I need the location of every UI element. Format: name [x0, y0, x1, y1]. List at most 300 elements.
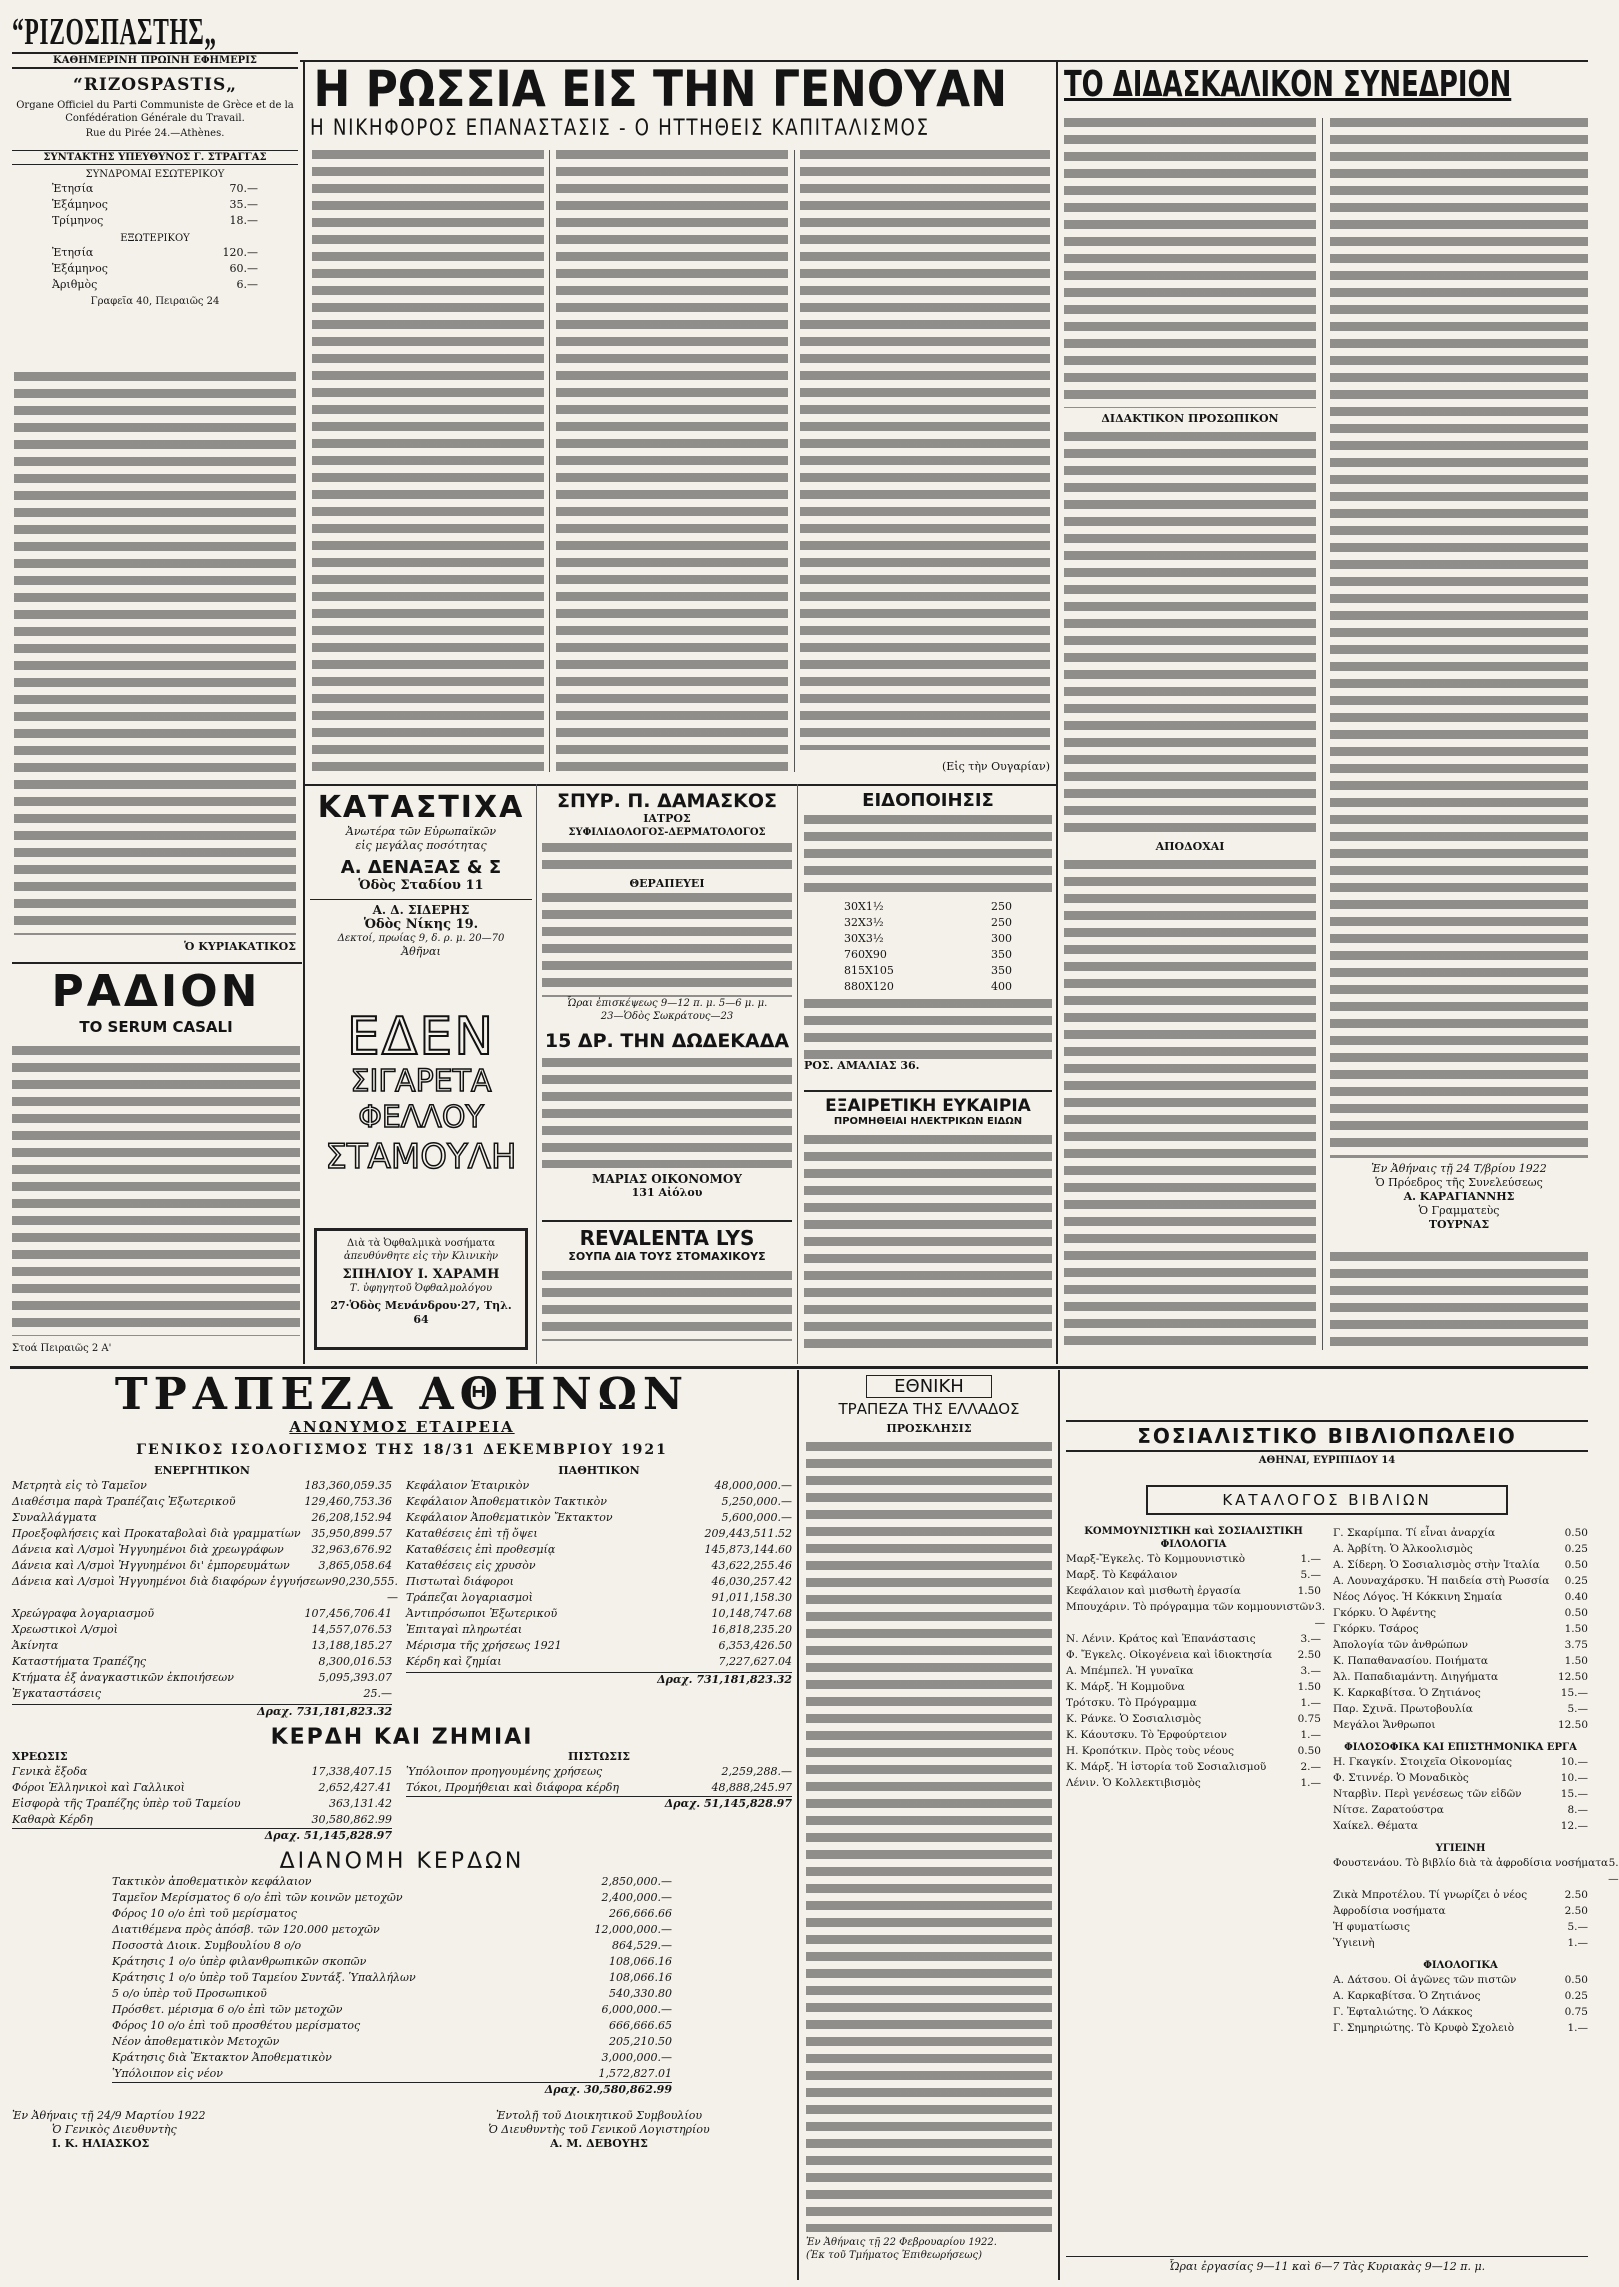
bank-section: [12, 1369, 792, 2277]
book-row-label: Ζικὰ Μπροτέλου. Τί γνωρίζει ὁ νέος: [1333, 1889, 1528, 1901]
book-row-value: 5.—: [1567, 1921, 1588, 1933]
ad-eden-brand-2: ΣΙΓΑΡΕΤΑ: [350, 1064, 492, 1099]
ad-damaskos-title: ΣΠΥΡ. Π. ΔΑΜΑΣΚΟΣ: [557, 790, 777, 812]
right-article-col-1b: [1064, 432, 1316, 832]
book-row: [1066, 1679, 1321, 1695]
liability-row: [406, 1494, 792, 1510]
ad-revalenta: [542, 1220, 792, 1356]
ad-radion: [12, 968, 300, 1360]
liability-row-label: Καταθέσεις εἰς χρυσὸν: [406, 1559, 536, 1572]
asset-row-label: Ἐγκαταστάσεις: [12, 1687, 102, 1700]
right-article-col-2: [1330, 118, 1588, 1158]
book-row: [1333, 2004, 1588, 2020]
book-row-label: Παρ. Σχινᾶ. Πρωτοβουλία: [1333, 1703, 1473, 1715]
price-row-value: 350: [991, 948, 1012, 961]
distribution-row-value: 2,850,000.—: [601, 1875, 672, 1888]
ad-exair-subtitle: ΠΡΟΜΗΘΕΙΑΙ ΗΛΕΚΤΡΙΚΩΝ ΕΙΔΩΝ: [833, 1116, 1023, 1127]
asset-row: [12, 1654, 392, 1670]
book-row-value: 0.50: [1297, 1745, 1321, 1757]
liability-row: [406, 1606, 792, 1622]
bookshop: [1066, 1420, 1619, 2280]
book-row: [1066, 1743, 1321, 1759]
ad-15dr-shop-addr: 131 Αἰόλου: [631, 1186, 703, 1199]
book-row-value: 0.50: [1564, 1607, 1588, 1619]
price-row-value: 350: [991, 964, 1012, 977]
bank-board-signer: Α. Μ. ΔΕΒΟΥΗΣ: [550, 2137, 648, 2150]
distribution-row: [112, 2018, 672, 2034]
distribution-row-label: Ὑπόλοιπον εἰς νέον: [112, 2067, 223, 2080]
asset-row-value: 107,456,706.41: [304, 1607, 392, 1620]
asset-row: [12, 1606, 392, 1622]
liability-row: [406, 1478, 792, 1494]
liability-row-value: 209,443,511.52: [704, 1527, 792, 1540]
book-row: [1333, 1935, 1588, 1951]
book-row-value: 12.50: [1557, 1719, 1588, 1731]
book-row-label: Α. Λουναχάρσκυ. Ἡ παιδεία στὴ Ρωσσία: [1333, 1575, 1550, 1587]
book-row-value: 1.—: [1300, 1697, 1321, 1709]
asset-row-label: Συναλλάγματα: [12, 1511, 97, 1524]
ad-eye-line3: Τ. ὑφηγητοῦ Ὀφθαλμολόγου: [349, 1283, 493, 1294]
liability-row-label: Καταθέσεις ἐπὶ τῇ ὄψει: [406, 1527, 538, 1540]
right-article-col-1c: [1064, 860, 1316, 1350]
price-row-value: 300: [991, 932, 1012, 945]
debit-row: [12, 1812, 392, 1828]
national-bank-text: [806, 1442, 1052, 2232]
book-row-label: Χαίκελ. Θέματα: [1333, 1820, 1418, 1832]
bank-liabilities: [406, 1464, 792, 1719]
distribution-row: [112, 1906, 672, 1922]
subscription-row-label: Τρίμηνος: [52, 214, 104, 227]
book-row: [1333, 1786, 1588, 1802]
book-row: [1066, 1551, 1321, 1567]
distribution-row-label: Τακτικὸν ἀποθεματικὸν κεφάλαιον: [112, 1875, 312, 1888]
book-row: [1333, 1605, 1588, 1621]
right-signoff: [1330, 1162, 1588, 1232]
ad-revalenta-title: REVALENTA LYS: [579, 1226, 755, 1250]
ad-eye-line2: ἀπευθύνθητε εἰς τὴν Κλινικὴν: [343, 1251, 499, 1262]
book-row: [1333, 2020, 1588, 2036]
right-article-col-1: [1064, 118, 1316, 408]
asset-row: [12, 1574, 399, 1606]
price-row: [844, 947, 1012, 963]
national-bank-title: ΕΘΝΙΚΗ: [866, 1375, 992, 1398]
asset-row-label: Χρεώγραφα λογαριασμοῦ: [12, 1607, 155, 1620]
bank-assets-title: ΕΝΕΡΓΗΤΙΚΟΝ: [154, 1464, 250, 1477]
ad-revalenta-text: [542, 1271, 792, 1341]
debit-row-value: 30,580,862.99: [311, 1813, 392, 1826]
distribution-row-value: 1,572,827.01: [598, 2067, 672, 2080]
book-row-value: 10.—: [1560, 1772, 1588, 1784]
liability-row-label: Κεφάλαιον Ἀποθεματικὸν Τακτικὸν: [406, 1495, 607, 1508]
book-row-label: Μαρξ. Τὸ Κεφάλαιον: [1066, 1569, 1178, 1581]
asset-row-label: Ἀκίνητα: [12, 1639, 59, 1652]
liability-row-value: 145,873,144.60: [704, 1543, 792, 1556]
subscription-row-label: Ἀριθμὸς: [52, 278, 98, 291]
credit-row: [406, 1780, 792, 1796]
book-row-value: 0.25: [1564, 1543, 1588, 1555]
asset-row-label: Δάνεια καὶ Λ/σμοὶ Ἠγγυημένοι διὰ διαφόρων ἐγγυήσεων: [12, 1575, 332, 1588]
main-article-col-3: [800, 150, 1050, 750]
book-row-label: Νταρβὶν. Περὶ γενέσεως τῶν εἰδῶν: [1333, 1788, 1522, 1800]
distribution-row-value: 864,529.—: [612, 1939, 672, 1952]
price-row: [844, 931, 1012, 947]
book-row-label: Κεφάλαιον καὶ μισθωτὴ ἐργασία: [1066, 1585, 1241, 1597]
credit-row-label: Τόκοι, Προμήθειαι καὶ διάφορα κέρδη: [406, 1781, 619, 1794]
ad-katastixa-title: ΚΑΤΑΣΤΙΧΑ: [317, 790, 525, 825]
ad-notices: [804, 790, 1052, 1085]
asset-row-value: 5,095,393.07: [318, 1671, 392, 1684]
ad-katastixa-street3: Δεκτοί, πρωίας 9, δ. ρ. μ. 20—70: [337, 933, 505, 944]
book-row: [1066, 1631, 1321, 1647]
book-row: [1333, 1972, 1588, 1988]
bookshop-col-2: [1333, 1525, 1619, 2036]
book-row: [1333, 1525, 1588, 1541]
debit-row-label: Καθαρὰ Κέρδη: [12, 1813, 93, 1826]
bookshop-sec4-head: ΦΙΛΟΛΟΓΙΚΑ: [1423, 1960, 1498, 1971]
book-row-value: 0.50: [1564, 1559, 1588, 1571]
book-row: [1066, 1663, 1321, 1679]
bank-debit-total: Δραχ. 51,145,828.97: [12, 1828, 392, 1843]
subscription-row: [52, 213, 258, 229]
distribution-row-label: Ταμεῖον Μερίσματος 6 ο/ο ἐπὶ τῶν κοινῶν μετοχῶν: [112, 1891, 403, 1904]
book-row-value: 3.—: [1300, 1633, 1321, 1645]
liability-row-label: Τράπεζαι λογαριασμοὶ: [406, 1591, 533, 1604]
book-row-label: Ν. Λένιν. Κράτος καὶ Ἐπανάστασις: [1066, 1633, 1256, 1645]
distribution-row-label: Κράτησις 1 ο/ο ὑπὲρ φιλανθρωπικῶν σκοπῶν: [112, 1955, 367, 1968]
bookshop-col-1: [1066, 1525, 1326, 2036]
masthead-office: Γραφεῖα 40, Πειραιῶς 24: [90, 296, 220, 307]
book-row-value: 1.50: [1564, 1655, 1588, 1667]
book-row: [1333, 1637, 1588, 1653]
distribution-row-value: 666,666.65: [609, 2019, 672, 2032]
bank-dist-total: Δραχ. 30,580,862.99: [112, 2082, 672, 2097]
book-row-value: 5.—: [1300, 1569, 1321, 1581]
bank-balance-title: ΓΕΝΙΚΟΣ ΙΣΟΛΟΓΙΣΜΟΣ ΤΗΣ 18/31 ΔΕΚΕΜΒΡΙΟΥ 1921: [136, 1442, 668, 1458]
book-row-label: Ἡ φυματίωσις: [1333, 1921, 1411, 1933]
book-row: [1066, 1727, 1321, 1743]
liability-row-label: Ἀντιπρόσωποι Ἐξωτερικοῦ: [406, 1607, 558, 1620]
book-row-label: Ἀλ. Παπαδιαμάντη. Διηγήματα: [1333, 1671, 1499, 1683]
ad-katastixa-line2: εἰς μεγάλας ποσότητας: [355, 839, 487, 852]
distribution-row-label: Φόρος 10 ο/ο ἐπὶ τοῦ προσθέτου μερίσματος: [112, 2019, 361, 2032]
asset-row-label: Προεξοφλήσεις καὶ Προκαταβολαὶ διὰ γραμματίων: [12, 1527, 301, 1540]
subscription-row-label: Ἑξάμηνος: [52, 262, 108, 275]
subscription-row-value: 6.—: [236, 278, 258, 291]
bank-director: Ι. Κ. ΗΛΙΑΣΚΟΣ: [52, 2137, 150, 2150]
distribution-row: [112, 1970, 672, 1986]
bank-date-line: Ἐν Ἀθήναις τῇ 24/9 Μαρτίου 1922: [12, 2109, 206, 2122]
ad-eden-brand-4: ΣΤΑΜΟΥΛΗ: [325, 1137, 517, 1177]
distribution-row: [112, 1890, 672, 1906]
book-row-value: 5.—: [1567, 1703, 1588, 1715]
book-row-value: 1.—: [1300, 1553, 1321, 1565]
ad-15dr-text: [542, 1058, 792, 1168]
national-bank: [806, 1375, 1052, 2280]
subscription-row-label: Ἐτησία: [52, 246, 94, 259]
debit-row-value: 17,338,407.15: [311, 1765, 392, 1778]
book-row: [1333, 1855, 1619, 1887]
price-row-value: 400: [991, 980, 1012, 993]
distribution-row: [112, 2002, 672, 2018]
main-subhead-wrap: [310, 116, 1054, 141]
distribution-row: [112, 1986, 672, 2002]
distribution-row-label: Διατιθέμενα πρὸς ἀπόσβ. τῶν 120.000 μετοχῶν: [112, 1923, 380, 1936]
ad-radion-subtitle: ΤΟ SERUM CASALI: [79, 1018, 233, 1036]
ad-katastixa-name2: Α. Δ. ΣΙΔΕΡΗΣ: [310, 899, 532, 917]
book-row-label: Α. Μπέμπελ. Ἡ γυναῖκα: [1066, 1665, 1194, 1677]
credit-row-value: 2,259,288.—: [721, 1765, 792, 1778]
book-row-label: Α. Δάτσου. Οἱ ἀγῶνες τῶν πιστῶν: [1333, 1974, 1517, 1986]
distribution-row: [112, 1954, 672, 1970]
asset-row: [12, 1494, 392, 1510]
ad-damaskos-heading: ΘΕΡΑΠΕΥΕΙ: [629, 877, 705, 890]
ad-katastixa-city: Ἀθῆναι: [401, 945, 441, 958]
ad-eden-brand-1: ΕΔΕΝ: [346, 1007, 496, 1067]
book-row: [1066, 1599, 1326, 1631]
bookshop-sec3-head: ΥΓΙΕΙΝΗ: [1435, 1843, 1486, 1854]
liability-row: [406, 1558, 792, 1574]
book-row-value: 3.—: [1314, 1601, 1326, 1629]
book-row-value: 8.—: [1567, 1804, 1588, 1816]
liability-row-value: 48,000,000.—: [714, 1479, 792, 1492]
asset-row-value: 3,865,058.64: [318, 1559, 392, 1572]
ad-damaskos-address: 23—Ὁδὸς Σωκράτους—23: [600, 1011, 734, 1022]
book-row-label: Η. Κροπότκιν. Πρὸς τοὺς νέους: [1066, 1745, 1234, 1757]
book-row: [1333, 1887, 1588, 1903]
bank-assets: [12, 1464, 399, 1719]
liability-row: [406, 1590, 792, 1606]
book-row-label: Φ. Στιννέρ. Ὁ Μοναδικὸς: [1333, 1772, 1469, 1784]
liability-row-label: Πιστωταὶ διάφοροι: [406, 1575, 514, 1588]
asset-row: [12, 1478, 392, 1494]
ad-katastixa-company: Α. ΔΕΝΑΞΑΣ & Σ: [340, 857, 502, 878]
book-row-value: 15.—: [1560, 1788, 1588, 1800]
liability-row-value: 6,353,426.50: [718, 1639, 792, 1652]
book-row-value: 0.75: [1564, 2006, 1588, 2018]
price-row-label: 32Χ3½: [844, 916, 884, 929]
book-row-label: Α. Ἀρβίτη. Ὁ Ἀλκοολισμὸς: [1333, 1543, 1473, 1555]
distribution-row-label: Πρόσθετ. μέρισμα 6 ο/ο ἐπὶ τῶν μετοχῶν: [112, 2003, 343, 2016]
book-row: [1333, 1988, 1588, 2004]
bookshop-title: ΣΟΣΙΑΛΙΣΤΙΚΟ ΒΙΒΛΙΟΠΩΛΕΙΟ: [1066, 1420, 1588, 1452]
main-article-col-1: [312, 150, 544, 772]
book-row-label: Κ. Μάρξ. Ἡ Κομμοῦνα: [1066, 1681, 1185, 1693]
price-row-label: 815Χ105: [844, 964, 894, 977]
book-row-value: 1.—: [1567, 2022, 1588, 2034]
ad-katastixa-street: Ὁδὸς Σταδίου 11: [358, 878, 484, 893]
book-row: [1066, 1775, 1321, 1791]
debit-row-value: 2,652,427.41: [318, 1781, 392, 1794]
bookshop-address: ΑΘΗΝΑΙ, ΕΥΡΙΠΙΔΟΥ 14: [1258, 1455, 1396, 1466]
bank-credit-title: ΠΙΣΤΩΣΙΣ: [568, 1750, 630, 1763]
main-headline-wrap: [310, 60, 1050, 118]
asset-row-value: 14,557,076.53: [311, 1623, 392, 1636]
debit-row-label: Εἰσφορὰ τῆς Τραπέζης ὑπὲρ τοῦ Ταμείου: [12, 1797, 241, 1810]
book-row: [1066, 1711, 1321, 1727]
asset-row-value: 32,963,676.92: [311, 1543, 392, 1556]
ad-radion-title: ΡΑΔΙΟΝ: [51, 966, 261, 1017]
asset-row-label: Χρεωστικοὶ Λ/σμοὶ: [12, 1623, 118, 1636]
book-row-value: 1.50: [1564, 1623, 1588, 1635]
price-row: [844, 963, 1012, 979]
right-signoff-date: Ἐν Ἀθήναις τῇ 24 Τ/βρίου 1922: [1371, 1162, 1547, 1175]
book-row-value: 1.—: [1567, 1937, 1588, 1949]
subscription-row-value: 18.—: [229, 214, 258, 227]
asset-row-value: 26,208,152.94: [311, 1511, 392, 1524]
price-row: [844, 899, 1012, 915]
book-row-label: Κ. Κάουτσκυ. Τὸ Ἐρφούρτειον: [1066, 1729, 1227, 1741]
distribution-row-value: 6,000,000.—: [601, 2003, 672, 2016]
book-row-label: Λένιν. Ὁ Κολλεκτιβισμὸς: [1066, 1777, 1201, 1789]
distribution-row-label: Κράτησις 1 ο/ο ὑπὲρ τοῦ Ταμείου Συντάξ. Ὑπαλλήλων: [112, 1971, 416, 1984]
book-row-label: Μεγάλοι Ἄνθρωποι: [1333, 1719, 1436, 1731]
asset-row-label: Καταστήματα Τραπέζης: [12, 1655, 147, 1668]
price-row-label: 30Χ1½: [844, 900, 884, 913]
masthead-latin-title: “RIZOSPASTIS„: [72, 75, 238, 95]
distribution-row-value: 2,400,000.—: [601, 1891, 672, 1904]
ad-notices-price-list: [804, 899, 1052, 995]
bank-title: ΤΡΑΠΕΖΑ ΑΘΗΝΩΝ: [114, 1369, 690, 1420]
book-row-label: Κ. Παπαθανασίου. Ποιήματα: [1333, 1655, 1489, 1667]
distribution-row-label: Φόρος 10 ο/ο ἐπὶ τοῦ μερίσματος: [112, 1907, 297, 1920]
asset-row: [12, 1638, 392, 1654]
ad-notices-text-1: [804, 815, 1052, 899]
right-signoff-secretary-title: Ὁ Γραμματεὺς: [1418, 1204, 1500, 1217]
book-row-value: 1.50: [1297, 1585, 1321, 1597]
right-signoff-secretary: ΤΟΥΡΝΑΣ: [1428, 1218, 1490, 1231]
bank-debit-title: ΧΡΕΩΣΙΣ: [12, 1750, 68, 1763]
book-row: [1333, 1903, 1588, 1919]
book-row-value: 0.50: [1564, 1974, 1588, 1986]
asset-row: [12, 1542, 392, 1558]
subscription-row-label: Ἐτησία: [52, 182, 94, 195]
ad-exair-title: ΕΞΑΙΡΕΤΙΚΗ ΕΥΚΑΙΡΙΑ: [825, 1096, 1031, 1116]
distribution-row-value: 108,066.16: [609, 1971, 672, 1984]
book-row-value: 3.75: [1564, 1639, 1588, 1651]
bookshop-sec2-head: ΦΙΛΟΣΟΦΙΚΑ ΚΑΙ ΕΠΙΣΤΗΜΟΝΙΚΑ ΕΡΓΑ: [1344, 1742, 1577, 1753]
asset-row-value: 90,230,555.—: [331, 1575, 399, 1604]
liability-row-label: Καταθέσεις ἐπὶ προθεσμίᾳ: [406, 1543, 556, 1556]
subscription-row-value: 35.—: [229, 198, 258, 211]
liability-row-label: Μέρισμα τῆς χρήσεως 1921: [406, 1639, 562, 1652]
asset-row-value: 183,360,059.35: [304, 1479, 392, 1492]
bookshop-col1-head: ΚΟΜΜΟΥΝΙΣΤΙΚΗ καὶ ΣΟΣΙΑΛΙΣΤΙΚΗ ΦΙΛΟΛΟΓΙΑ: [1084, 1526, 1303, 1550]
book-row-value: 15.—: [1560, 1687, 1588, 1699]
price-row-label: 880Χ120: [844, 980, 894, 993]
subs-outer-list: [12, 245, 298, 293]
book-row-value: 10.—: [1560, 1756, 1588, 1768]
main-subhead: Η ΝΙΚΗΦΟΡΟΣ ΕΠΑΝΑΣΤΑΣΙΣ - Ο ΗΤΤΗΘΕΙΣ ΚΑΠΙΤΑΛΙΣΜΟΣ: [310, 116, 930, 141]
book-row: [1066, 1695, 1321, 1711]
book-row: [1333, 1621, 1588, 1637]
price-row-value: 250: [991, 916, 1012, 929]
book-row-value: 2.—: [1300, 1761, 1321, 1773]
asset-row: [12, 1558, 392, 1574]
left-column-article: [14, 372, 296, 935]
book-row-label: Μπουχάριν. Τὸ πρόγραμμα τῶν κομμουνιστῶν: [1066, 1601, 1315, 1613]
debit-row: [12, 1796, 392, 1812]
main-headline: Η ΡΩΣΣΙΑ ΕΙΣ ΤΗΝ ΓΕΝΟΥΑΝ: [313, 60, 1008, 118]
debit-row-value: 363,131.42: [329, 1797, 392, 1810]
ad-eden-brand-3: ΦΕΛΛΟΥ: [358, 1100, 484, 1135]
masthead-title: “ΡΙΖΟΣΠΑΣΤΗΣ„: [12, 11, 217, 53]
national-bank-subtitle: ΤΡΑΠΕΖΑ ΤΗΣ ΕΛΛΑΔΟΣ: [838, 1400, 1020, 1418]
book-row-label: Γ. Ἐφταλιώτης. Ὁ Λάκκος: [1333, 2006, 1473, 2018]
bank-dist-list: [112, 1874, 672, 2082]
distribution-row-value: 108,066.16: [609, 1955, 672, 1968]
book-row-value: 1.—: [1300, 1777, 1321, 1789]
masthead-organ-line: Organe Officiel du Parti Communiste de Grèce et de la Confédération Générale du Travail.: [16, 100, 294, 124]
bank-dist-title: ΔΙΑΝΟΜΗ ΚΕΡΔΩΝ: [279, 1849, 525, 1874]
ad-notices-text-2: [804, 999, 1052, 1059]
book-row-value: 5.—: [1608, 1857, 1619, 1885]
ad-radion-footer: Στοά Πειραιῶς 2 Α': [12, 1343, 112, 1354]
ad-eden: [312, 1007, 530, 1220]
right-article-col-2-tail: [1330, 1252, 1588, 1350]
book-row: [1333, 1701, 1588, 1717]
asset-row-label: Κτήματα ἐξ ἀναγκαστικῶν ἐκποιήσεων: [12, 1671, 234, 1684]
ad-damaskos-specialty: ΣΥΦΙΛΙΔΟΛΟΓΟΣ-ΔΕΡΜΑΤΟΛΟΓΟΣ: [568, 827, 766, 838]
book-row-value: 0.40: [1564, 1591, 1588, 1603]
bank-signoff-left: [12, 2109, 392, 2151]
book-row-label: Κ. Καρκαβίτσα. Ὁ Ζητιάνος: [1333, 1687, 1481, 1699]
ad-damaskos-text-1: [542, 843, 792, 877]
liability-row: [406, 1574, 792, 1590]
ad-eye-clinic: [314, 1228, 528, 1350]
book-row: [1333, 1685, 1588, 1701]
national-bank-notice: ΠΡΟΣΚΛΗΣΙΣ: [886, 1422, 972, 1435]
price-row: [844, 915, 1012, 931]
distribution-row-label: Νέον ἀποθεματικὸν Μετοχῶν: [112, 2035, 280, 2048]
book-row-label: Ἀφροδίσια νοσήματα: [1333, 1905, 1446, 1917]
ad-eye-address: 27·Ὁδὸς Μενάνδρου·27, Τηλ. 64: [330, 1299, 512, 1326]
ad-damaskos-text-2: [542, 893, 792, 997]
liability-row-value: 91,011,158.30: [711, 1591, 792, 1604]
ad-15dr: [542, 1030, 792, 1215]
book-row-value: 12.50: [1557, 1671, 1588, 1683]
ad-katastixa-line1: Ἀνωτέρα τῶν Εὐρωπαϊκῶν: [345, 825, 497, 838]
bank-credit-total: Δραχ. 51,145,828.97: [406, 1796, 792, 1811]
price-row-label: 30Χ3½: [844, 932, 884, 945]
book-row-label: Ἀπολογία τῶν ἀνθρώπων: [1333, 1639, 1469, 1651]
asset-row: [12, 1510, 392, 1526]
book-row-label: Νίτσε. Ζαρατούστρα: [1333, 1804, 1444, 1816]
liability-row-label: Κεφάλαιον Ἀποθεματικὸν Ἔκτακτον: [406, 1511, 613, 1524]
bookshop-hours: Ὧραι ἐργασίας 9—11 καὶ 6—7 Τὰς Κυριακὰς 9—12 π. μ.: [1066, 2256, 1588, 2274]
book-row-label: Μαρξ-Ἔγκελς. Τὸ Κομμουνιστικὸ: [1066, 1553, 1246, 1565]
distribution-row: [112, 1938, 672, 1954]
subscription-row: [52, 197, 258, 213]
ad-radion-text: [12, 1046, 300, 1336]
distribution-row: [112, 2066, 672, 2082]
masthead-subtitle: ΚΑΘΗΜΕΡΙΝΗ ΠΡΩΙΝΗ ΕΦΗΜΕΡΙΣ: [12, 52, 298, 69]
right-signoff-president-title: Ὁ Πρόεδρος τῆς Συνελεύσεως: [1375, 1176, 1543, 1189]
book-row-label: Κ. Μάρξ. Ἡ ἱστορία τοῦ Σοσιαλισμοῦ: [1066, 1761, 1267, 1773]
asset-row: [12, 1670, 392, 1686]
book-row-value: 12.—: [1560, 1820, 1588, 1832]
signature-mid: (Εἰς τὴν Ουγαρίαν): [941, 760, 1050, 773]
book-row-label: Η. Γκαγκίν. Στοιχεῖα Οἰκονομίας: [1333, 1756, 1513, 1768]
liability-row-label: Κεφάλαιον Ἑταιρικὸν: [406, 1479, 530, 1492]
asset-row-label: Δάνεια καὶ Λ/σμοὶ Ἠγγυημένοι διὰ χρεωγράφων: [12, 1543, 284, 1556]
ad-katastixa: [310, 790, 532, 1000]
book-row: [1066, 1567, 1321, 1583]
masthead-address: Rue du Pirée 24.—Athènes.: [85, 128, 225, 139]
subs-outer-header: ΕΞΩΤΕΡΙΚΟΥ: [120, 233, 190, 244]
distribution-row-label: 5 ο/ο ὑπὲρ τοῦ Προσωπικοῦ: [112, 1987, 267, 2000]
distribution-row-value: 205,210.50: [609, 2035, 672, 2048]
asset-row-label: Μετρητὰ εἰς τὸ Ταμεῖον: [12, 1479, 147, 1492]
